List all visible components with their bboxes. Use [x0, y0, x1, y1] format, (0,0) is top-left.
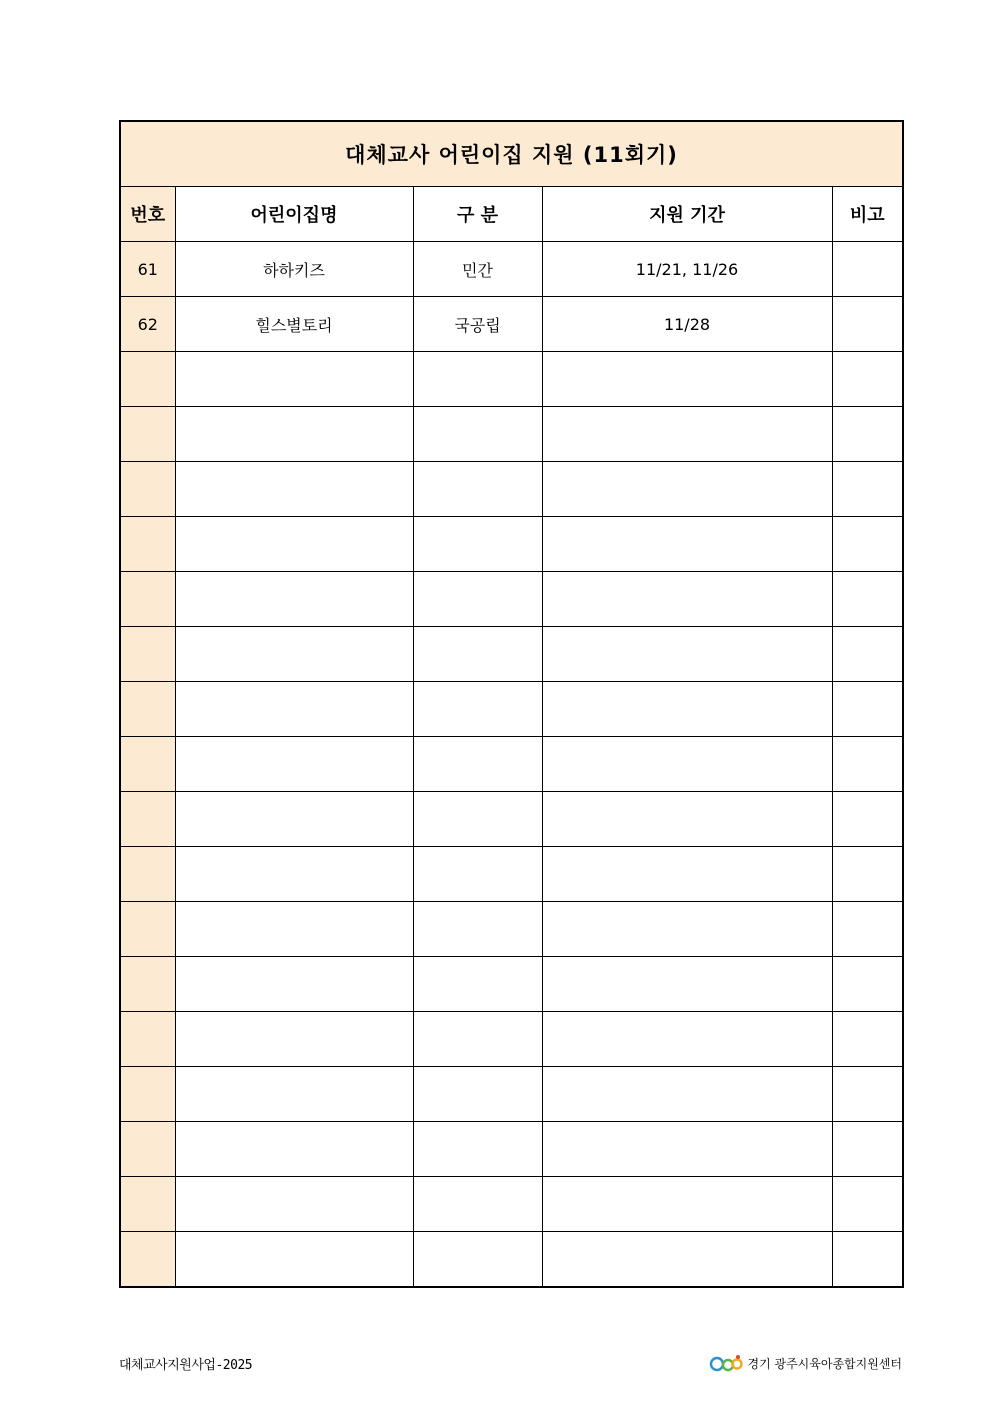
row-number: 61 — [120, 242, 175, 297]
row-daycare-name — [175, 407, 413, 462]
row-note — [832, 1232, 903, 1288]
footer-organization — [709, 1353, 902, 1373]
row-category — [413, 517, 542, 572]
row-note — [832, 352, 903, 407]
row-support-period — [542, 1012, 832, 1067]
row-category — [413, 902, 542, 957]
row-category — [413, 1177, 542, 1232]
table-title: 대체교사 어린이집 지원 (11회기) — [120, 121, 903, 187]
row-support-period — [542, 462, 832, 517]
row-category — [413, 462, 542, 517]
row-support-period — [542, 847, 832, 902]
row-number — [120, 737, 175, 792]
row-note — [832, 1177, 903, 1232]
table-row — [120, 297, 903, 352]
row-number — [120, 1012, 175, 1067]
row-note — [832, 1012, 903, 1067]
row-category — [413, 682, 542, 737]
row-daycare-name — [175, 352, 413, 407]
row-support-period — [542, 1122, 832, 1177]
row-category — [413, 572, 542, 627]
table-row — [120, 407, 903, 462]
row-support-period — [542, 1067, 832, 1122]
row-note — [832, 847, 903, 902]
row-daycare-name — [175, 517, 413, 572]
row-category — [413, 1012, 542, 1067]
row-support-period: 11/28 — [542, 297, 832, 352]
row-number — [120, 682, 175, 737]
header-note: 비고 — [832, 187, 903, 242]
row-daycare-name — [175, 1232, 413, 1288]
row-daycare-name — [175, 1122, 413, 1177]
row-daycare-name — [175, 1177, 413, 1232]
row-note — [832, 902, 903, 957]
row-number — [120, 407, 175, 462]
row-note — [832, 517, 903, 572]
row-support-period — [542, 792, 832, 847]
row-support-period — [542, 682, 832, 737]
document-table-container — [119, 120, 904, 1299]
row-daycare-name — [175, 902, 413, 957]
header-category: 구 분 — [413, 187, 542, 242]
table-row — [120, 462, 903, 517]
center-logo-icon — [709, 1353, 743, 1373]
table-row — [120, 1122, 903, 1177]
row-category — [413, 847, 542, 902]
row-category — [413, 352, 542, 407]
row-daycare-name — [175, 627, 413, 682]
row-number — [120, 792, 175, 847]
row-note — [832, 572, 903, 627]
row-category — [413, 1122, 542, 1177]
row-number — [120, 847, 175, 902]
row-number — [120, 572, 175, 627]
row-note — [832, 462, 903, 517]
row-support-period — [542, 407, 832, 462]
row-number — [120, 1067, 175, 1122]
table-row — [120, 682, 903, 737]
table-row — [120, 1177, 903, 1232]
row-daycare-name — [175, 682, 413, 737]
row-number — [120, 352, 175, 407]
row-daycare-name — [175, 1067, 413, 1122]
row-daycare-name: 하하키즈 — [175, 242, 413, 297]
row-support-period — [542, 737, 832, 792]
row-daycare-name: 힐스별토리 — [175, 297, 413, 352]
row-support-period — [542, 1177, 832, 1232]
table-row — [120, 1012, 903, 1067]
row-category — [413, 792, 542, 847]
row-category — [413, 737, 542, 792]
row-number — [120, 957, 175, 1012]
table-row — [120, 572, 903, 627]
row-support-period — [542, 1232, 832, 1288]
footer-program-label: 대체교사지원사업-2025 — [119, 1358, 253, 1373]
table-row — [120, 847, 903, 902]
table-row — [120, 1232, 903, 1288]
table-row — [120, 627, 903, 682]
row-number — [120, 1177, 175, 1232]
row-note — [832, 792, 903, 847]
row-support-period — [542, 902, 832, 957]
row-daycare-name — [175, 737, 413, 792]
row-number — [120, 902, 175, 957]
row-support-period: 11/21, 11/26 — [542, 242, 832, 297]
row-support-period — [542, 572, 832, 627]
table-row — [120, 902, 903, 957]
row-category: 국공립 — [413, 297, 542, 352]
table-row — [120, 1067, 903, 1122]
row-category — [413, 627, 542, 682]
table-row — [120, 737, 903, 792]
table-row — [120, 242, 903, 297]
row-note — [832, 627, 903, 682]
row-note — [832, 1122, 903, 1177]
row-number — [120, 1122, 175, 1177]
row-note — [832, 957, 903, 1012]
row-number — [120, 462, 175, 517]
row-note — [832, 682, 903, 737]
row-note — [832, 242, 903, 297]
header-support-period: 지원 기간 — [542, 187, 832, 242]
row-daycare-name — [175, 572, 413, 627]
header-number: 번호 — [120, 187, 175, 242]
row-number — [120, 627, 175, 682]
table-row — [120, 957, 903, 1012]
row-note — [832, 407, 903, 462]
row-category — [413, 957, 542, 1012]
row-daycare-name — [175, 957, 413, 1012]
row-category — [413, 1067, 542, 1122]
row-support-period — [542, 517, 832, 572]
header-row — [120, 187, 903, 242]
row-daycare-name — [175, 847, 413, 902]
table-row — [120, 517, 903, 572]
row-daycare-name — [175, 792, 413, 847]
row-support-period — [542, 627, 832, 682]
row-note — [832, 1067, 903, 1122]
row-daycare-name — [175, 462, 413, 517]
header-daycare-name: 어린이집명 — [175, 187, 413, 242]
row-category — [413, 1232, 542, 1288]
row-note — [832, 737, 903, 792]
table-row — [120, 352, 903, 407]
row-note — [832, 297, 903, 352]
row-number: 62 — [120, 297, 175, 352]
row-category: 민간 — [413, 242, 542, 297]
support-table — [119, 120, 904, 1288]
footer-organization-name: 경기 광주시육아종합지원센터 — [747, 1356, 902, 1371]
row-category — [413, 407, 542, 462]
row-support-period — [542, 957, 832, 1012]
row-support-period — [542, 352, 832, 407]
table-row — [120, 792, 903, 847]
row-daycare-name — [175, 1012, 413, 1067]
row-number — [120, 1232, 175, 1288]
row-number — [120, 517, 175, 572]
